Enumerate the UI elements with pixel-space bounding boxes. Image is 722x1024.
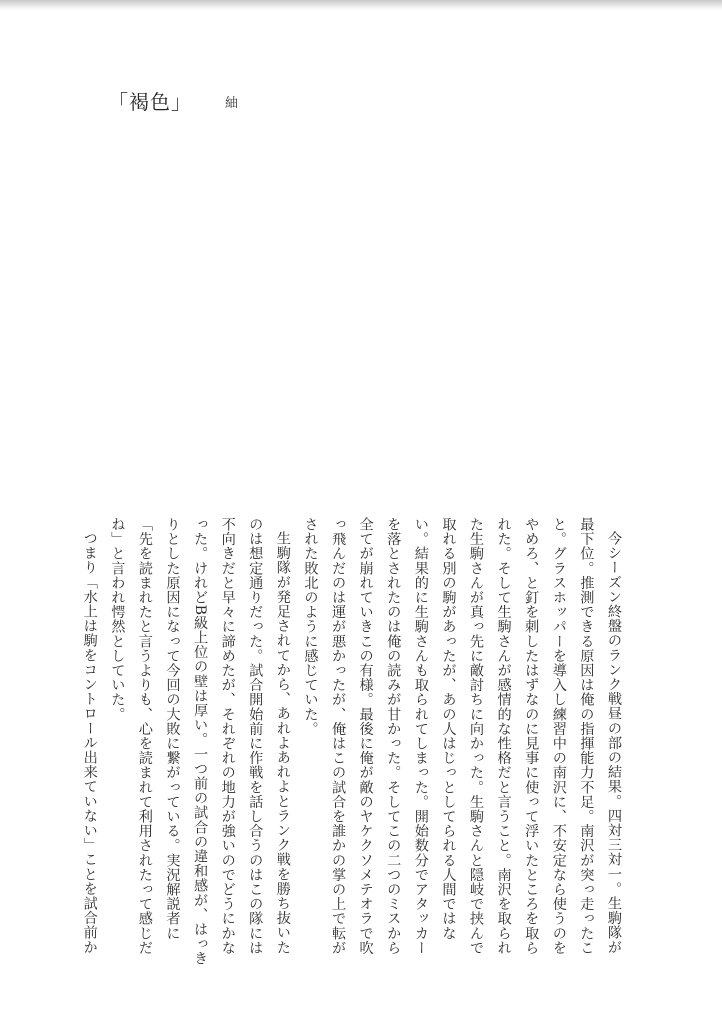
paragraph-2: 生駒隊が発足されてから、あれよあれよとランク戦を勝ち抜いたのは想定通りだった。試合開始前に作戦を話し合うのはこの隊には不向きだと早々に諦めたが、それぞれの地力が強いのでどうにかなった。けれどB級上位の壁は厚い。一つ前の試合の違和感が、はっきりとした原因になって今回の大敗に繋がっている。実況解説者に「先を読まれたと言うよりも、心を読まれて利用されたって感じだね」と言われ愕然としていた。 <box>109 517 291 966</box>
story-title: 「褐色」 <box>108 90 192 114</box>
vertical-body-text <box>75 517 627 967</box>
paragraph-1: 今シーズン終盤のランク戦昼の部の結果。四対三対一。生駒隊が最下位。推測できる原因は俺の指揮能力不足。南沢が突っ走ったこと。グラスホッパーを導入し練習中の南沢に、不安定なら使うのをやめろ、と釘を刺したはずなのに見事に使って浮いたところを取られた。そして生駒さんが感情的な性格だと言うこと。南沢を取られた生駒さんが真っ先に敵討ちに向かった。生駒さんと隠岐で挟んで取れる別の駒があったが、あの人はじっとしてられる人間ではない。結果的に生駒さんも取られてしまった。開始数分でアタッカーを落とされたのは俺の読みが甘かった。そしてこの二つのミスから全てが崩れていきこの有様。最後に俺が敵のヤケクソメテオラで吹っ飛んだのは運が悪かったが、俺はこの試合を誰かの掌の上で転がされた敗北のように感じていた。 <box>302 517 622 955</box>
author-name: 紬 <box>225 96 239 111</box>
top-edge-shadow <box>0 0 722 10</box>
paragraph-3: つまり「水上は駒をコントロール出来ていない」ことを試合前か <box>81 531 98 955</box>
